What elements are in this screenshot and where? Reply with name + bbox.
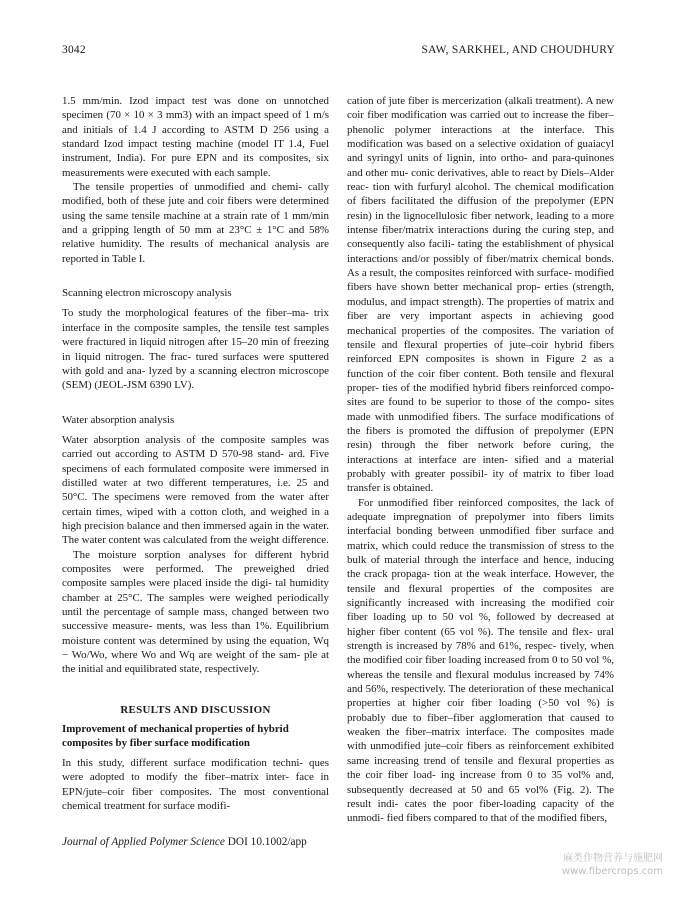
paragraph-study: In this study, different surface modification techni- ques were adopted to modify the fiber–matrix inter- face in EPN/jute–coir fiber composites. The most conventional chemical treatment for surface modifi- [62, 757, 329, 813]
section-heading-sem: Scanning electron microscopy analysis [62, 287, 232, 300]
paragraph-unmodified: For unmodified fiber reinforced composites, the lack of adequate impregnation of prepolymer into fibers limits interfacial bonding between unmodified fiber surface and matrix, which could reduce the transmission of stress to the bulk of material through the interface and hence, inducing the crack propaga- tion at the weak interface. However, the tensile and flexural properties of the composites are significantly increased with increasing the modified coir fiber loading up to 50 vol %, followed by decreased at higher fiber content (65 vol %). The tensile and flex- ural strength is increased by 78% and 61%, respec- tively, when the modified coir fiber loading increased from 0 to 50 vol %, whereas the tensile and flexural modulus increased by 74% and 56%, respectively. The deterioration of these mechanical properties at higher coir fiber loading (>50 vol %) is probably due to fiber–fiber agglomeration that caused to weaken the fiber–matrix interface. The composites made with unmodified jute–coir fibers as reinforcement exhibited same increasing trend of tensile and flexural properties as the coir fiber load- ing increase from 0 to 35 vol% and, subsequently decreased at 50 and 65 vol% (Fig. 2). The result indi- cates the poor fiber-loading capacity of the unmodi- fied fibers compared to that of the modified fibers, [347, 496, 614, 825]
page-number: 3042 [62, 44, 86, 56]
paragraph-tensile: The tensile properties of unmodified and chemi- cally modified, both of these jute and coir fibers were determined using the same tensile machine at a strain rate of 1 mm/min and a gripping length of 50 mm at 23°C ± 1°C and 58% relative humidity. The results of mechanical analysis are reported in Table I. [62, 181, 329, 265]
doi: DOI 10.1002/app [227, 836, 307, 848]
page-footer [62, 836, 307, 848]
section-heading-water: Water absorption analysis [62, 413, 175, 426]
right-column [347, 94, 614, 826]
paragraph-continuation: cation of jute fiber is mercerization (alkali treatment). A new coir fiber modification was carried out to increase the fiber–phenolic polymer interactions at the interface. This modification was based on a selective oxidation of guaiacyl and syringyl units of lignin, into ortho- and para-quinones and other mu- conic derivatives, able to react by Diels–Alder reac- tion with furfuryl alcohol. The chemical modification of fibers facilitated the diffusion of the prepolymer (EPN resin) in the lignocellulosic fiber network, leading to a more intense fiber/matrix interactions during the curing step, and consequently also facili- tating the establishment of physical interactions and/or possibly of fiber/matrix chemical bonds. As a result, the composites reinforced with surface- modified fibers have shown better mechanical prop- erties (strength, modulus, and impact strength). The properties of matrix and fiber are very important aspects in achieving good mechanical properties of the composites. The variation of tensile and flexural properties of jute–coir hybrid fibers reinforced EPN composites is shown in Figure 2 as a function of the coir fiber content. Both tensile and flexural proper- ties of the modified hybrid fibers reinforced compo- sites are found to be superior to those of the compo- sites made with unmodified fibers. The surface modifications of the fibers is promoted the diffusion of prepolymer (EPN resin) through the fiber network before curing, the interactions at interface are inten- sified and a material probably with greater possibil- ity of matrix to fiber load transfer is obtained. [347, 95, 614, 495]
site-watermark [562, 852, 663, 878]
paragraph-sem: To study the morphological features of the fiber–ma- trix interface in the composite samples, the tensile test samples were fractured in liquid nitrogen after 15–20 min of freezing in liquid nitrogen. The frac- tured surfaces were sputtered with gold and ana- lyzed by a scanning electron microscope (SEM) (JEOL-JSM 6390 LV). [62, 307, 329, 392]
running-authors: SAW, SARKHEL, AND CHOUDHURY [421, 44, 615, 56]
paragraph-moisture: The moisture sorption analyses for different hybrid composites were performed. The preweighed dried composite samples were placed inside the digi- tal humidity chamber at 25°C. The samples were weighed periodically until the percentage of sample mass, changed between two successive measure- ments, was less than 1%. Equilibrium moisture content was determined by using the equation, Wq − Wo/Wo, where Wo and Wq are weight of the sam- ple at the initial and equilibrated state, respectively. [62, 548, 329, 676]
section-heading-results: RESULTS AND DISCUSSION [120, 703, 271, 716]
left-column [62, 94, 329, 813]
subsection-heading-improvement: Improvement of mechanical properties of hybrid composites by fiber surface modification [62, 723, 289, 749]
paragraph-water: Water absorption analysis of the composite samples was carried out according to ASTM D 570-98 stand- ard. Five specimens of each formulated composite were immersed in distilled water at two different temperatures, i.e. 25 and 50°C. The specimens were removed from the water after certain times, wiped with a cotton cloth, and weighed in a high precision balance and then immersed again in the water. The water content was calculated from the weight difference. [62, 433, 329, 547]
watermark-line-1: 麻类作物营养与施肥网 [563, 853, 663, 864]
journal-name: Journal of Applied Polymer Science [62, 836, 225, 848]
paragraph-intro: 1.5 mm/min. Izod impact test was done on unnotched specimen (70 × 10 × 3 mm3) with an impact speed of 1 m/s and initials of 1.4 J according to ASTM D 256 using a standard Izod impact testing machine (model IT 1.4, Fuel instrument, India). For pure EPN and its composites, six measurements were executed with each sample. [62, 95, 329, 179]
watermark-line-2: www.fibercrops.com [561, 866, 663, 877]
